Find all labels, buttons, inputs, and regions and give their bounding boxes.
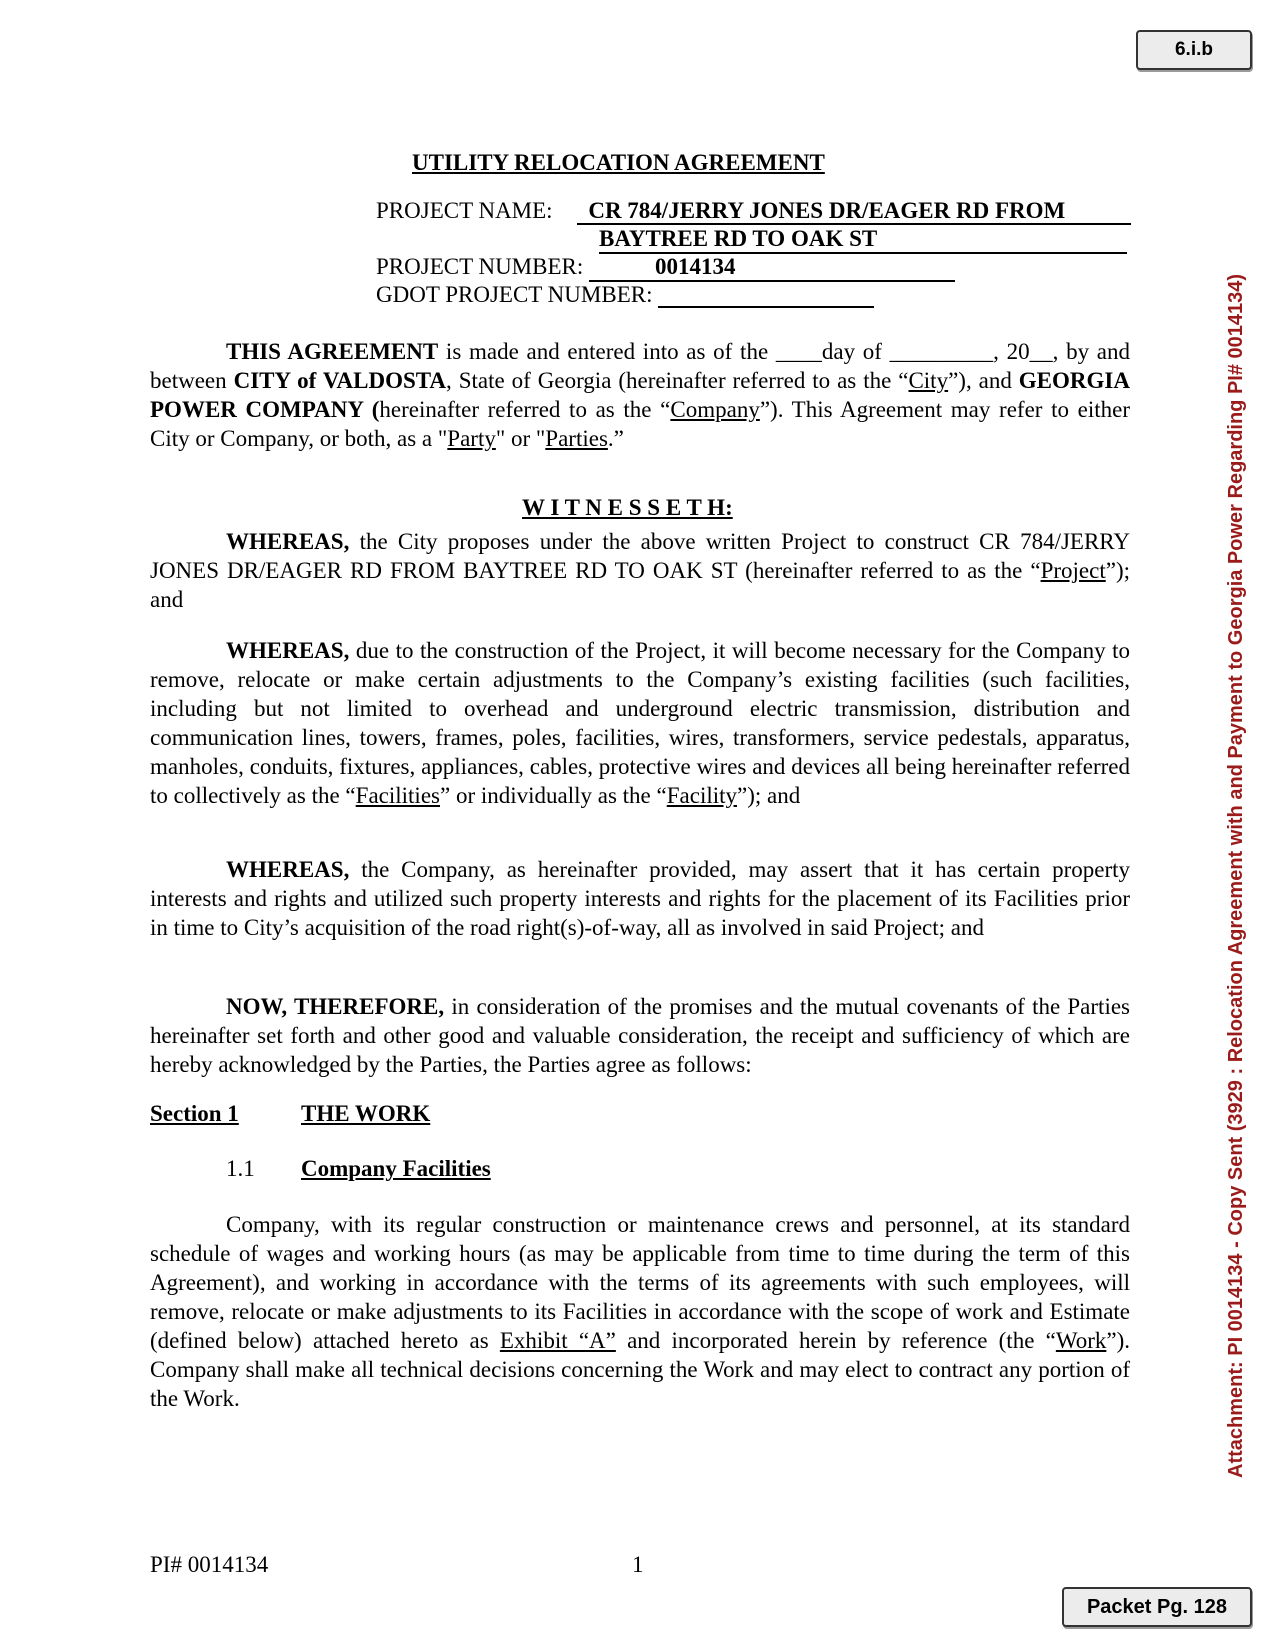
whereas-paragraph-3: [150, 855, 1130, 942]
whereas-paragraph-2: [150, 636, 1130, 810]
section-1-title: THE WORK: [301, 1101, 431, 1126]
gdot-project-number-blank: [658, 286, 874, 308]
whereas-1-lead: WHEREAS,: [226, 529, 350, 554]
whereas-paragraph-1: [150, 527, 1130, 614]
subsection-title: Company Facilities: [301, 1156, 491, 1181]
project-term: Project: [1040, 558, 1106, 583]
intro-lead: THIS AGREEMENT: [226, 339, 439, 364]
gdot-project-number-row: [376, 282, 874, 308]
party-term: Party: [447, 426, 496, 451]
city-party: CITY of VALDOSTA: [233, 368, 447, 393]
gdot-project-number-label: GDOT PROJECT NUMBER:: [376, 282, 653, 307]
intro-text-6: " or ": [495, 426, 546, 451]
whereas-1-text-1: the City proposes under the above written Project to construct CR 784/JERRY JONES DR/EAGER RD FROM BAYTREE RD TO OAK ST (hereinafter referred to as the “: [150, 529, 1130, 583]
subsection-number: 1.1: [226, 1156, 255, 1181]
city-term: City: [908, 368, 949, 393]
company-party: GEORGIA POWER COMPANY (: [150, 368, 1130, 422]
work-paragraph: [150, 1210, 1130, 1413]
whereas-1-text-2: ”); and: [150, 558, 1130, 612]
project-name-underline: [577, 223, 1131, 225]
work-text-3: ”). Company shall make all technical decisions concerning the Work and may elect to contract any portion of the Work.: [150, 1328, 1130, 1411]
work-text-1: Company, with its regular construction or maintenance crews and personnel, at its standard schedule of wages and working hours (as may be applicable from time to time during the term of this Agreement), and working in accordance with the terms of its agreements with such employees, will remove, relocate or make adjustments to its Facilities in accordance with the scope of work and Estimate (defined below) attached hereto as: [150, 1212, 1130, 1353]
intro-text-2: , State of Georgia (hereinafter referred to as the “: [446, 368, 909, 393]
intro-text-5: ”). This Agreement may refer to either City or Company, or both, as a ": [150, 397, 1130, 451]
footer-pi-number: PI# 0014134: [150, 1552, 269, 1577]
intro-text-4: hereinafter referred to as the “: [379, 397, 671, 422]
intro-text-1: is made and entered into as of the ____day of _________, 20__, by and between: [150, 339, 1130, 393]
intro-text-7: .”: [607, 426, 624, 451]
project-number-row: [376, 254, 955, 282]
now-therefore-text: in consideration of the promises and the mutual covenants of the Parties hereinafter set forth and other good and valuable consideration, the receipt and sufficiency of which are hereby acknowledged by the Parties, the Parties agree as follows:: [150, 994, 1130, 1077]
section-1-label: Section 1: [150, 1101, 239, 1126]
work-text-2: and incorporated herein by reference (the “: [615, 1328, 1056, 1353]
whereas-3-lead: WHEREAS,: [226, 857, 350, 882]
company-term: Company: [670, 397, 760, 422]
attachment-sidebar-text: Attachment: PI 0014134 - Copy Sent (3929 : Relocation Agreement with and Payment to Georgia Power Regarding PI# 0014134): [1225, 273, 1247, 1478]
whereas-2-text-3: ”); and: [737, 783, 801, 808]
project-name-line1: CR 784/JERRY JONES DR/EAGER RD FROM: [588, 198, 1066, 223]
now-therefore-paragraph: [150, 992, 1130, 1079]
exhibit-a-reference: Exhibit “A”: [499, 1328, 616, 1353]
facilities-term: Facilities: [355, 783, 440, 808]
packet-page-badge: Packet Pg. 128: [1062, 1587, 1252, 1627]
project-name-label: PROJECT NAME:: [376, 198, 553, 223]
facility-term: Facility: [666, 783, 738, 808]
project-number-label: PROJECT NUMBER:: [376, 254, 584, 279]
intro-text-3: ”), and: [948, 368, 1019, 393]
intro-paragraph: [150, 337, 1130, 453]
page-title: UTILITY RELOCATION AGREEMENT: [412, 150, 825, 175]
footer-page-number: 1: [632, 1552, 644, 1577]
work-term: Work: [1055, 1328, 1107, 1353]
whereas-2-text-1: due to the construction of the Project, it will become necessary for the Company to remove, relocate or make certain adjustments to the Company’s existing facilities (such facilities, including but not limited to overhead and underground electric transmission, distribution and communication lines, towers, frames, poles, facilities, wires, transformers, service pedestals, apparatus, manholes, conduits, fixtures, appliances, cables, protective wires and devices all being hereinafter referred to collectively as the “: [150, 638, 1130, 808]
whereas-3-text-1: the Company, as hereinafter provided, may assert that it has certain property interests and rights and utilized such property interests and rights for the placement of its Facilities prior in time to City’s acquisition of the road right(s)-of-way, all as involved in said Project; and: [150, 857, 1130, 940]
project-name-line2: BAYTREE RD TO OAK ST: [599, 226, 1127, 254]
parties-term: Parties: [545, 426, 608, 451]
project-name-row-2: [599, 226, 1127, 254]
project-name-row: [376, 198, 1088, 224]
document-tag: 6.i.b: [1136, 30, 1252, 70]
project-number-value: 0014134: [589, 254, 955, 282]
whereas-2-text-2: ” or individually as the “: [439, 783, 667, 808]
now-therefore-lead: NOW, THEREFORE,: [226, 994, 445, 1019]
whereas-2-lead: WHEREAS,: [226, 638, 350, 663]
witnesseth-heading: W I T N E S S E T H:: [522, 495, 733, 520]
